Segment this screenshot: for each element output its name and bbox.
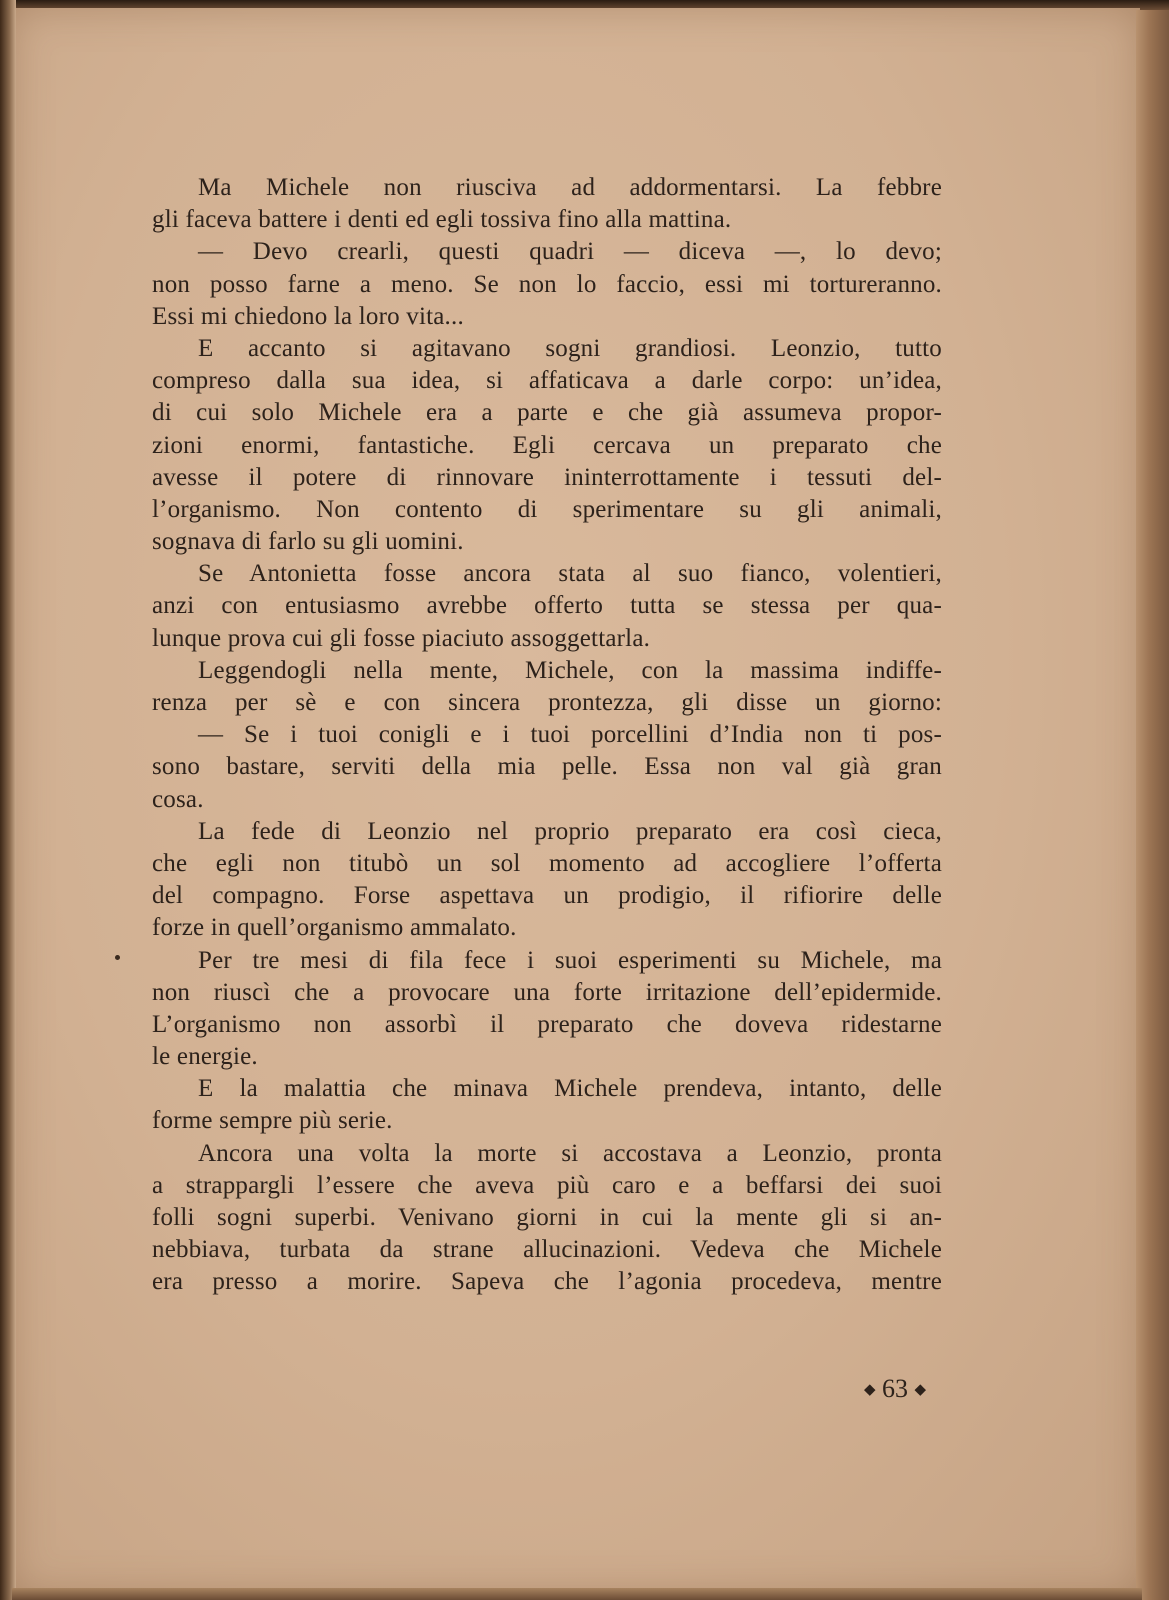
- page-number: [864, 1374, 926, 1404]
- text-line: zioni enormi, fantastiche. Egli cercava un preparato che: [152, 431, 942, 459]
- text-line: avesse il potere di rinnovare ininterrottamente i tessuti del-: [152, 463, 942, 491]
- text-line: di cui solo Michele era a parte e che già assumeva propor-: [152, 399, 942, 427]
- text-line: non posso farne a meno. Se non lo faccio, essi mi tortureranno.: [152, 270, 942, 298]
- text-line: del compagno. Forse aspettava un prodigio, il rifiorire delle: [152, 882, 942, 910]
- book-spine-edge: [0, 0, 16, 1600]
- text-line: Ma Michele non riusciva ad addormentarsi. La febbre: [198, 174, 942, 201]
- text-line: — Devo crearli, questi quadri — diceva —, lo devo;: [198, 238, 942, 266]
- page-number-value: 63: [882, 1374, 909, 1403]
- text-line: sono bastare, serviti della mia pelle. Essa non val già gran: [152, 753, 942, 781]
- text-line: le energie.: [152, 1043, 258, 1071]
- text-line: forze in quell’organismo ammalato.: [152, 914, 517, 942]
- text-line: renza per sè e con sincera prontezza, gli disse un giorno:: [152, 689, 942, 716]
- text-line: sognava di farlo su gli uomini.: [152, 528, 464, 556]
- text-line: E la malattia che minava Michele prendeva, intanto, delle: [198, 1075, 942, 1103]
- text-line: compreso dalla sua idea, si affaticava a darle corpo: un’idea,: [152, 367, 942, 395]
- text-line: L’organismo non assorbì il preparato che doveva ridestarne: [152, 1010, 942, 1038]
- text-line: forme sempre più serie.: [152, 1107, 393, 1135]
- text-line: lunque prova cui gli fosse piaciuto assoggettarla.: [152, 624, 651, 652]
- text-line: folli sogni superbi. Venivano giorni in cui la mente gli si an-: [152, 1204, 942, 1231]
- text-line: era presso a morire. Sapeva che l’agonia procedeva, mentre: [152, 1268, 942, 1296]
- text-line: nebbiava, turbata da strane allucinazioni. Vedeva che Michele: [152, 1236, 942, 1264]
- page-bottom-edge: [12, 1588, 1142, 1600]
- text-line: — Se i tuoi conigli e i tuoi porcellini d’India non ti pos-: [198, 721, 942, 749]
- ink-speck: [115, 955, 120, 960]
- body-text: [152, 172, 942, 1299]
- text-line: Se Antonietta fosse ancora stata al suo fianco, volentieri,: [198, 560, 942, 588]
- text-line: La fede di Leonzio nel proprio preparato era così cieca,: [198, 817, 942, 845]
- left-diamond-ornament: ◆: [864, 1382, 876, 1398]
- text-line: Per tre mesi di fila fece i suoi esperimenti su Michele, ma: [198, 946, 942, 974]
- text-line: cosa.: [152, 785, 204, 813]
- text-line: non riuscì che a provocare una forte irritazione dell’epidermide.: [152, 978, 942, 1006]
- text-line: l’organismo. Non contento di sperimentare su gli animali,: [152, 495, 942, 523]
- text-line: che egli non titubò un sol momento ad accogliere l’offerta: [152, 849, 942, 877]
- right-diamond-ornament: ◆: [914, 1382, 927, 1398]
- text-line: E accanto si agitavano sogni grandiosi. Leonzio, tutto: [198, 334, 942, 362]
- text-line: Essi mi chiedono la loro vita...: [152, 302, 464, 330]
- text-line: gli faceva battere i denti ed egli tossiva fino alla mattina.: [152, 206, 732, 234]
- page-right-edge: [1136, 10, 1169, 1600]
- text-line: Leggendogli nella mente, Michele, con la massima indiffe-: [198, 656, 942, 684]
- text-line: anzi con entusiasmo avrebbe offerto tutta se stessa per qua-: [152, 592, 942, 620]
- text-line: Ancora una volta la morte si accostava a Leonzio, pronta: [198, 1139, 942, 1167]
- text-line: a strappargli l’essere che aveva più caro e a beffarsi dei suoi: [152, 1171, 942, 1199]
